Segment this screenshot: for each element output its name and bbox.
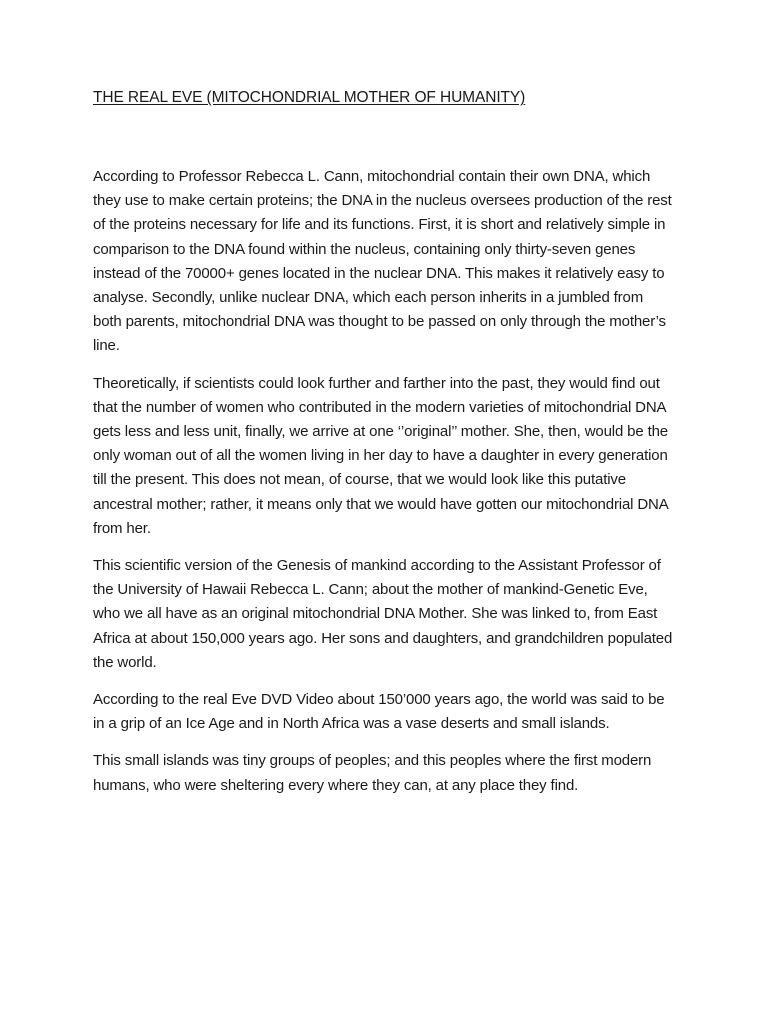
paragraph-5: This small islands was tiny groups of peoples; and this peoples where the first modern humans, who were sheltering every where they can, at any place they find.: [93, 752, 652, 794]
paragraph-1: According to Professor Rebecca L. Cann, mitochondrial contain their own DNA, which they use to make certain proteins; the DNA in the nucleus oversees production of the rest of the proteins necessary for life and its functions. First, it is short and relatively simple in comparison to the DNA found within the nucleus, containing only thirty-seven genes instead of the 70000+ genes located in the nuclear DNA. This makes it relatively easy to analyse. Secondly, unlike nuclear DNA, which each person inherits in a jumbled from both parents, mitochondrial DNA was thought to be passed on only through the mother’s line.: [93, 168, 672, 355]
paragraph-3: This scientific version of the Genesis of mankind according to the Assistant Professor of the University of Hawaii Rebecca L. Cann; about the mother of mankind-Genetic Eve, who we all have as an original mitochondrial DNA Mother. She was linked to, from East Africa at about 150,000 years ago. Her sons and daughters, and grandchildren populated the world.: [93, 557, 673, 671]
document-title: THE REAL EVE (MITOCHONDRIAL MOTHER OF HUMANITY): [93, 89, 526, 106]
paragraph-4: According to the real Eve DVD Video about 150’000 years ago, the world was said to be in a grip of an Ice Age and in North Africa was a vase deserts and small islands.: [93, 691, 665, 733]
document-body: [93, 165, 673, 811]
paragraph-2: Theoretically, if scientists could look further and farther into the past, they would find out that the number of women who contributed in the modern varieties of mitochondrial DNA gets less and less unit, finally, we arrive at one ‘’original’’ mother. She, then, would be the only woman out of all the women living in her day to have a daughter in every generation till the present. This does not mean, of course, that we would look like this putative ancestral mother; rather, it means only that we would have gotten our mitochondrial DNA from her.: [93, 374, 668, 537]
